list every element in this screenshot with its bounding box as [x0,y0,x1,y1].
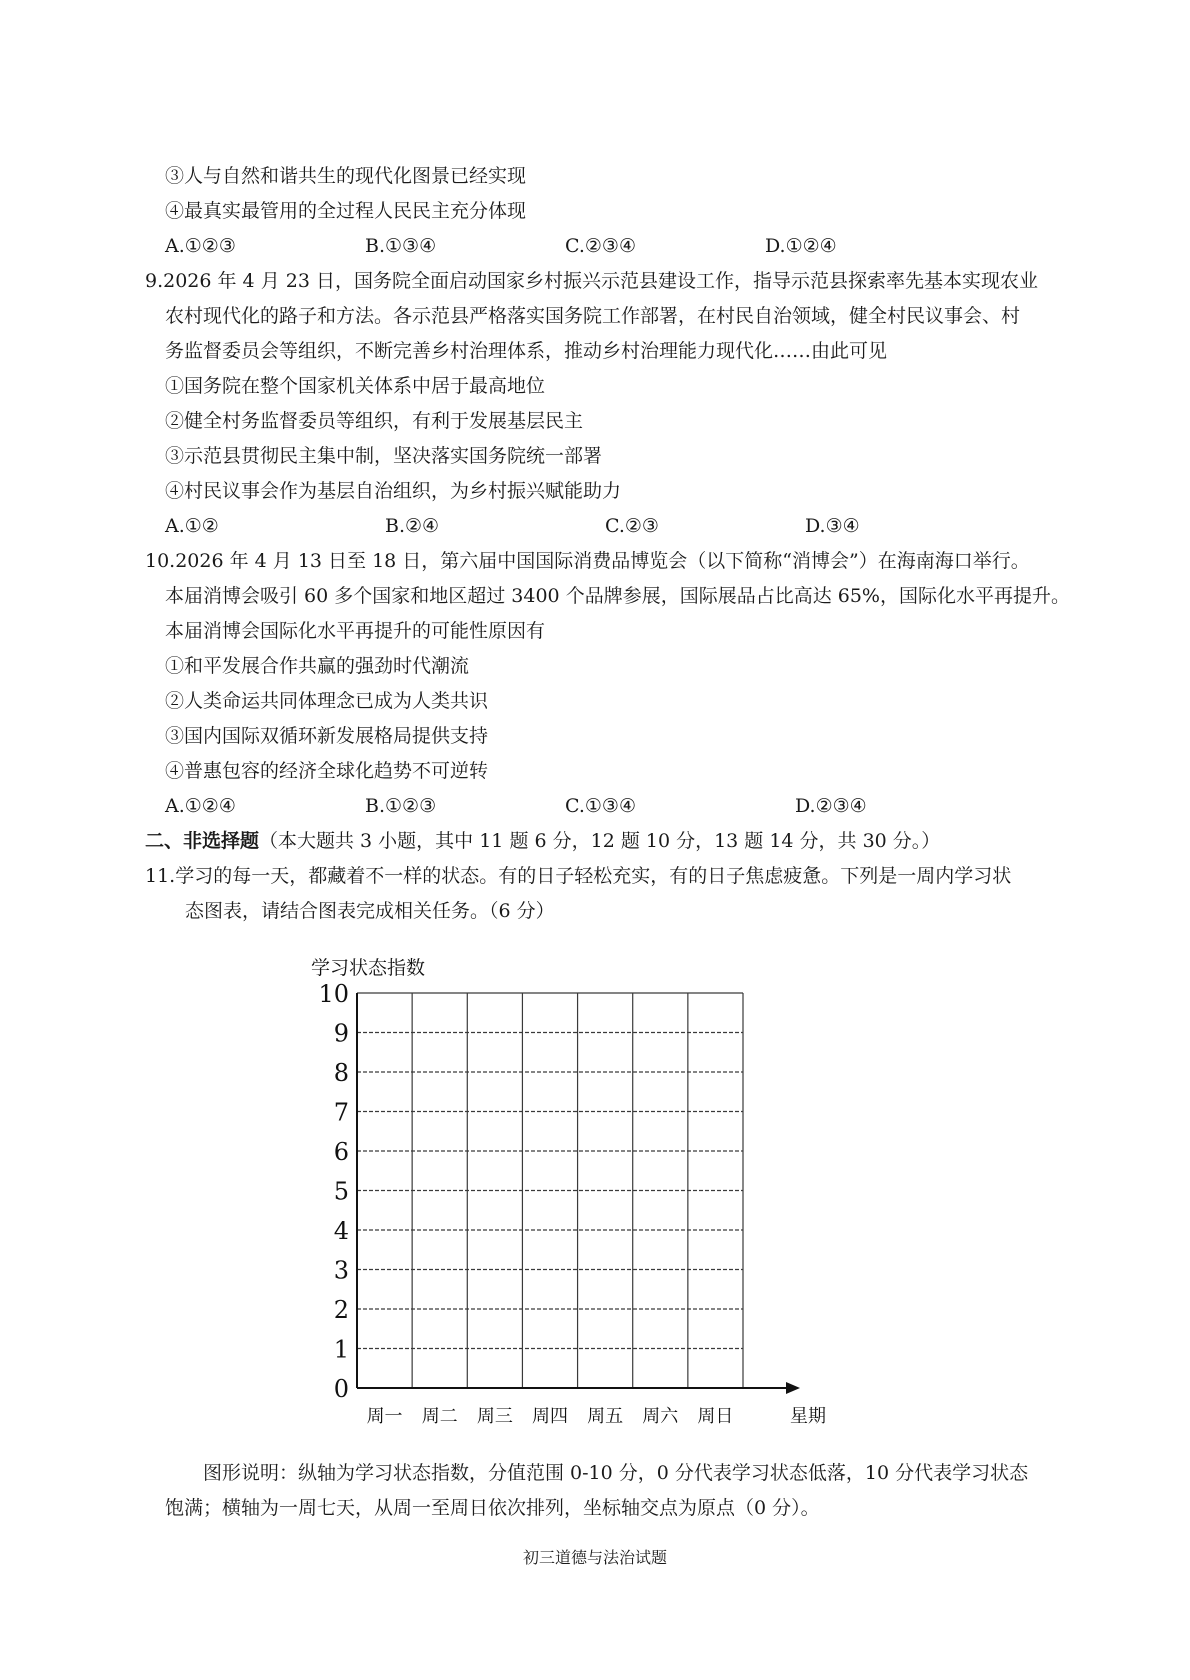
q9-option-b: B.②④ [385,515,440,537]
x-axis-label: 星期 [790,1406,826,1427]
q8-item-3: ③人与自然和谐共生的现代化图景已经实现 [165,165,527,187]
q10-option-d: D.②③④ [795,795,867,817]
y-tick-label: 6 [333,1138,349,1166]
x-tick-label: 周五 [587,1406,624,1427]
q10-stem-line-3: 本届消博会国际化水平再提升的可能性原因有 [165,620,546,642]
y-tick-label: 3 [333,1256,349,1285]
y-tick-label: 1 [333,1335,349,1364]
y-tick-label: 0 [333,1375,349,1403]
x-tick-label: 周一 [366,1406,403,1427]
q9-item-1: ①国务院在整个国家机关体系中居于最高地位 [165,375,546,397]
y-tick-label: 5 [333,1177,349,1206]
y-tick-label: 2 [333,1296,349,1324]
q9-option-a: A.①② [165,515,219,537]
q10-item-4: ④普惠包容的经济全球化趋势不可逆转 [165,760,489,782]
q8-option-c: C.②③④ [565,235,636,257]
q11-stem-line-2: 态图表，请结合图表完成相关任务。（6 分） [185,900,555,922]
y-axis-label: 学习状态指数 [311,957,426,979]
q10-stem-line-2: 本届消博会吸引 60 多个国家和地区超过 3400 个品牌参展，国际展品占比高达 65%，国际化水平再提升。 [165,585,1070,607]
x-tick-label: 周日 [697,1406,734,1427]
q11-caption-line-2: 饱满；横轴为一周七天，从周一至周日依次排列，坐标轴交点为原点（0 分）。 [165,1497,820,1519]
q11-stem-line-1: 11.学习的每一天，都藏着不一样的状态。有的日子轻松充实，有的日子焦虑疲惫。下列是一周内学习状 [145,865,1012,887]
q9-option-d: D.③④ [805,515,860,537]
q8-option-a: A.①②③ [165,235,236,257]
q9-stem-line-2: 农村现代化的路子和方法。各示范县严格落实国务院工作部署，在村民自治领域，健全村民议事会、村 [165,305,1021,327]
q10-option-c: C.①③④ [565,795,636,817]
section-2-note: （本大题共 3 小题，其中 11 题 6 分，12 题 10 分，13 题 14 分，共 30 分。） [259,830,941,852]
y-tick-label: 10 [318,980,349,1008]
x-tick-label: 周四 [532,1406,568,1427]
q11-caption-line-1: 图形说明：纵轴为学习状态指数，分值范围 0-10 分，0 分代表学习状态低落，10 分代表学习状态 [203,1462,1029,1484]
q9-item-4: ④村民议事会作为基层自治组织，为乡村振兴赋能助力 [165,480,622,502]
q9-item-2: ②健全村务监督委员等组织，有利于发展基层民主 [165,410,584,432]
x-tick-label: 周六 [642,1406,679,1427]
section-2-heading: 二、非选择题 [145,830,260,852]
q9-stem-line-1: 9.2026 年 4 月 23 日，国务院全面启动国家乡村振兴示范县建设工作，指导示范县探索率先基本实现农业 [145,270,1038,292]
q8-option-d: D.①②④ [765,235,837,257]
q9-item-3: ③示范县贯彻民主集中制，坚决落实国务院统一部署 [165,445,603,467]
x-axis-arrow [786,1382,800,1394]
x-tick-label: 周二 [421,1406,458,1427]
q9-stem-line-3: 务监督委员会等组织，不断完善乡村治理体系，推动乡村治理能力现代化……由此可见 [165,340,888,362]
q10-option-b: B.①②③ [365,795,437,817]
y-tick-label: 7 [333,1098,349,1127]
y-tick-label: 4 [333,1217,349,1245]
q10-option-a: A.①②④ [165,795,236,817]
q10-item-1: ①和平发展合作共赢的强劲时代潮流 [165,655,470,677]
q10-item-2: ②人类命运共同体理念已成为人类共识 [165,690,489,712]
x-tick-label: 周三 [476,1406,513,1427]
q10-stem-line-1: 10.2026 年 4 月 13 日至 18 日，第六届中国国际消费品博览会（以下简称“消博会”）在海南海口举行。 [145,550,1030,572]
page-footer: 初三道德与法治试题 [522,1548,667,1567]
q9-option-c: C.②③ [605,515,659,537]
y-tick-label: 8 [333,1059,349,1087]
q8-item-4: ④最真实最管用的全过程人民民主充分体现 [165,200,527,222]
y-tick-label: 9 [333,1019,349,1048]
q8-option-b: B.①③④ [365,235,437,257]
q10-item-3: ③国内国际双循环新发展格局提供支持 [165,725,489,747]
